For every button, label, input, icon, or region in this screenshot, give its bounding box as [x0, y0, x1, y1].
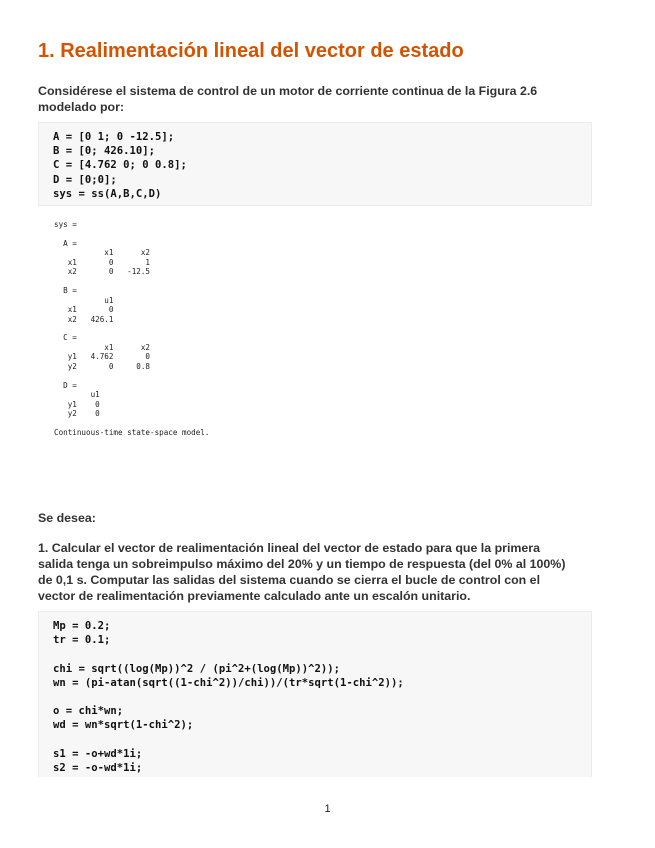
section-title: 1. Realimentación lineal del vector de estado [38, 40, 464, 62]
code-block-feedback-calc [38, 611, 592, 777]
code-text: A = [0 1; 0 -12.5]; B = [0; 426.10]; C = [4.762 0; 0 0.8]; D = [0;0]; sys = ss(A,B,C,D) [53, 131, 187, 200]
intro-paragraph: Considérese el sistema de control de un motor de corriente continua de la Figura 2.6 modelado por: [38, 84, 538, 114]
code-block-system-definition [38, 122, 592, 206]
task-1-paragraph: 1. Calcular el vector de realimentación lineal del vector de estado para que la primera salida tenga un sobreimpulso máximo del 20% y un tiempo de respuesta (del 0% al 100%) de 0,1 s. Computar las salidas del sistema cuando se cierra el bucle de control con el vector de realimentación previamente calculado ante un escalón unitario. [38, 541, 566, 603]
page-number: 1 [324, 803, 331, 815]
se-desea-label: Se desea: [38, 511, 96, 525]
command-output: sys = A = x1 x2 x1 0 1 x2 0 -12.5 B = u1 x1 0 x2 426.1 C = x1 x2 y1 4.762 0 y2 0 0.8 D = u1 y1 0 y2 0 Continuous-time state-space model. [54, 220, 210, 437]
code-text: Mp = 0.2; tr = 0.1; chi = sqrt((log(Mp))^2 / (pi^2+(log(Mp))^2)); wn = (pi-atan(sqrt((1-chi^2))/chi))/(tr*sqrt(1-chi^2)); o = chi*wn; wd = wn*sqrt(1-chi^2); s1 = -o+wd*1i; s2 = -o-wd*1i; [53, 620, 404, 775]
